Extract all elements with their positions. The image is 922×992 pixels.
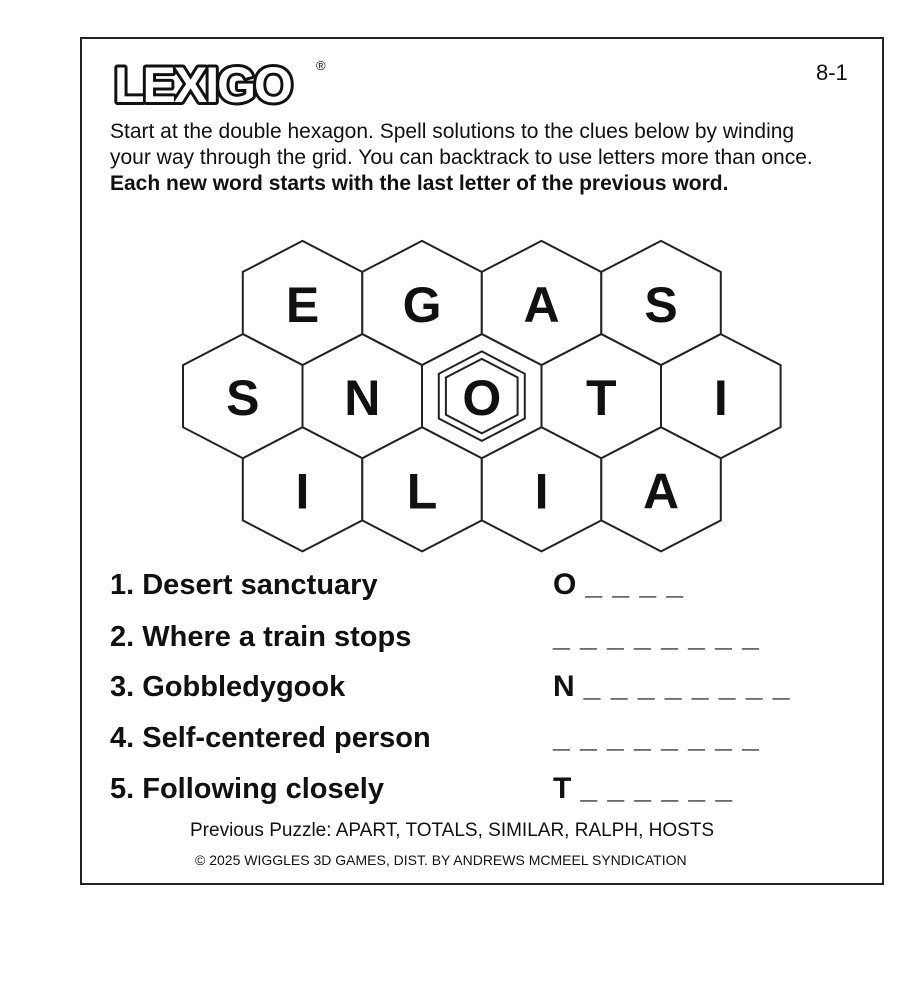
hex-letter: S: [644, 277, 678, 333]
answer-start-letter: N: [553, 670, 576, 703]
answer-blanks[interactable]: [553, 565, 684, 605]
hex-letter: O: [462, 370, 502, 427]
instructions-text: Start at the double hexagon. Spell solutions to the clues below by winding your way through the grid. You can backtrack to use letters more than once.: [110, 120, 813, 169]
clue-text: 1. Desert sanctuary: [110, 569, 378, 601]
answer-blank-lines: _ _ _ _ _ _: [580, 772, 734, 805]
answer-blank-lines: _ _ _ _ _ _ _ _: [553, 620, 760, 653]
instructions-bold-text: Each new word starts with the last letter of the previous word.: [110, 172, 729, 195]
hex-letter: L: [406, 463, 438, 520]
puzzle-id: 8-1: [816, 60, 848, 85]
answer-blank-lines: _ _ _ _ _ _ _ _: [583, 670, 791, 703]
instructions: [110, 119, 840, 197]
answer-blanks[interactable]: [553, 667, 791, 707]
hex-letter: I: [713, 370, 728, 427]
answer-blanks[interactable]: [553, 769, 733, 809]
hex-letter: T: [586, 370, 617, 427]
hex-letter: E: [285, 277, 320, 333]
svg-text:LEXIGO: LEXIGO: [114, 57, 291, 112]
clue-text: 3. Gobbledygook: [110, 671, 346, 703]
lexigo-logo: [110, 56, 330, 112]
logo-text: [114, 57, 291, 112]
hex-letter: G: [402, 277, 442, 333]
answer-blank-lines: _ _ _ _: [585, 568, 685, 601]
hexagon-letter-grid: [175, 230, 790, 550]
answer-blanks[interactable]: [553, 617, 760, 657]
clue-text: 2. Where a train stops: [110, 621, 412, 653]
hex-letter: S: [226, 370, 260, 427]
previous-puzzle-answers: Previous Puzzle: APART, TOTALS, SIMILAR, RALPH, HOSTS: [190, 820, 715, 841]
answer-start-letter: O: [553, 568, 578, 601]
hex-letter: I: [295, 463, 310, 520]
hex-letter: I: [534, 463, 549, 520]
trademark-symbol: ®: [316, 58, 326, 73]
clue-text: 4. Self-centered person: [110, 722, 431, 754]
answer-blanks[interactable]: [553, 718, 760, 758]
answer-blank-lines: _ _ _ _ _ _ _ _: [553, 721, 760, 754]
copyright-notice: © 2025 WIGGLES 3D GAMES, DIST. BY ANDREWS MCMEEL SYNDICATION: [195, 852, 687, 868]
clue-text: 5. Following closely: [110, 773, 384, 805]
hex-letter: N: [344, 370, 381, 427]
hex-letter: A: [642, 463, 680, 520]
answer-start-letter: T: [553, 772, 573, 805]
hex-letter: A: [523, 277, 560, 333]
